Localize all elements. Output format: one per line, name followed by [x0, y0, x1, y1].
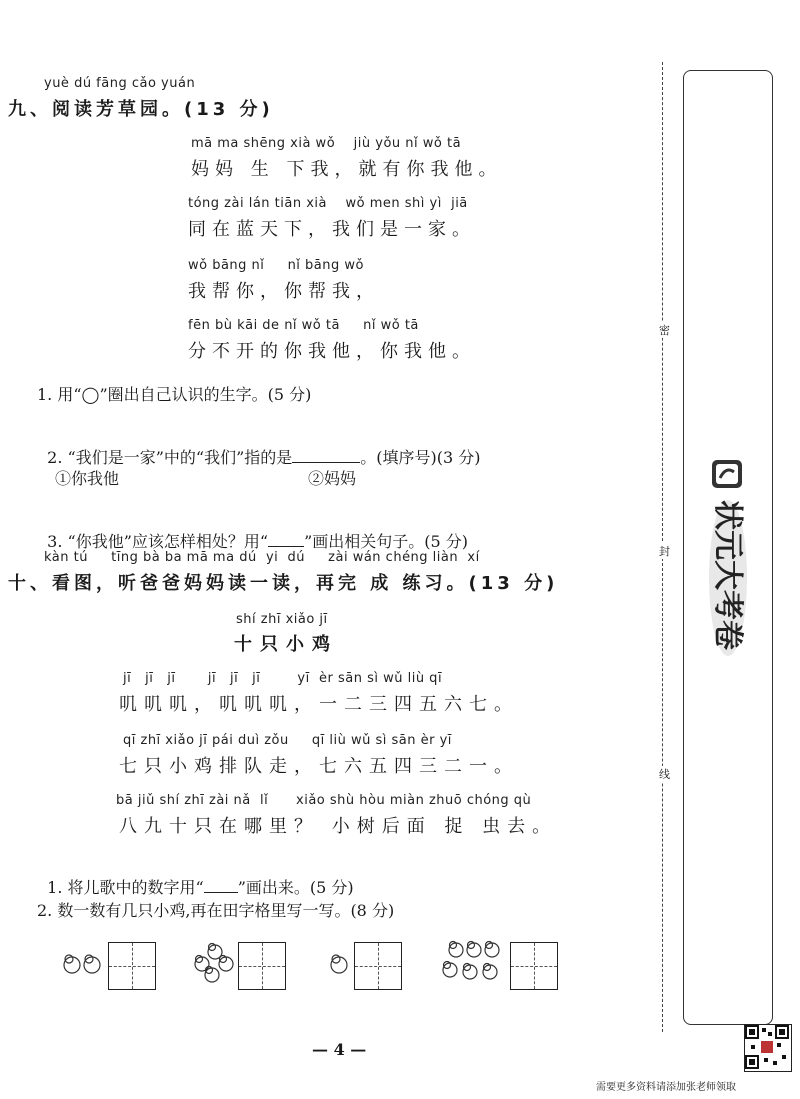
question2-text-after: 。(填序号)(3 分) — [360, 448, 481, 467]
section9-question2 — [37, 426, 481, 468]
brand-text — [710, 500, 745, 650]
chick-group-6 — [438, 938, 508, 990]
page-number: — 4 — — [312, 1040, 367, 1059]
tianzige-grid-4[interactable] — [510, 942, 558, 990]
s10-question1-text-after: ”画出来。(5 分) — [237, 878, 354, 897]
s10-question1-text-before: 1. 将儿歌中的数字用“ — [47, 878, 204, 897]
tianzige-grid-3[interactable] — [354, 942, 402, 990]
section9-title-pinyin: yuè dú fāng cǎo yuán — [44, 76, 196, 91]
poem1-line3-pinyin: wǒ bāng nǐ nǐ bāng wǒ — [188, 258, 364, 273]
poem1-line4-pinyin: fēn bù kāi de nǐ wǒ tā nǐ wǒ tā — [188, 318, 419, 333]
poem1-line3: 我帮你，你帮我， — [188, 281, 380, 302]
seal-mark-mi: 密 — [659, 324, 670, 337]
poem2-line1-pinyin: jī jī jī jī jī jī yī èr sān sì wǔ liù qī — [123, 671, 443, 686]
chick-group-1 — [326, 948, 352, 982]
chick-group-4 — [190, 940, 240, 988]
svg-text:状元大考卷: 状元大考卷 — [710, 500, 745, 650]
poem1-line2: 同在蓝天下，我们是一家。 — [188, 219, 476, 240]
tianzige-grid-2[interactable] — [238, 942, 286, 990]
seal-mark-feng: 封 — [659, 545, 670, 558]
brand-logo-icon — [706, 458, 750, 658]
footer-note: 需要更多资料请添加张老师领取 — [596, 1082, 736, 1093]
qr-code-icon — [744, 1024, 792, 1072]
chick-icon — [190, 940, 240, 984]
poem1-line1-pinyin: mā ma shēng xià wǒ jiù yǒu nǐ wǒ tā — [191, 136, 462, 151]
poem2-line3-pinyin: bā jiǔ shí zhī zài nǎ lǐ xiǎo shù hòu miàn zhuō chóng qù — [116, 793, 532, 808]
section10-title: 十、看图，听爸爸妈妈读一读，再完 成 练习。(13 分) — [8, 573, 559, 594]
chick-icon — [438, 938, 508, 986]
chick-group-2 — [60, 948, 108, 982]
section9-title: 九、阅读芳草园。(13 分) — [8, 99, 274, 120]
answer-blank[interactable] — [292, 448, 360, 463]
question2-text-before: 2. “我们是一家”中的“我们”指的是 — [47, 448, 293, 467]
section9-question1: 1. 用“◯”圈出自己认识的生字。(5 分) — [37, 385, 312, 404]
poem1-line1: 妈妈 生 下我，就有你我他。 — [191, 159, 503, 180]
section10-question2: 2. 数一数有几只小鸡,再在田字格里写一写。(8 分) — [37, 901, 395, 920]
poem2-line2: 七只小鸡排队走，七六五四三二一。 — [119, 756, 519, 777]
chick-icon — [60, 948, 108, 978]
option-1: ①你我他 — [55, 469, 120, 488]
tianzige-grid-1[interactable] — [108, 942, 156, 990]
brand-logo — [706, 458, 750, 658]
section10-title-pinyin: kàn tú tīng bà ba mā ma dú yi dú zài wán chéng liàn xí — [44, 550, 480, 565]
poem1-line2-pinyin: tóng zài lán tiān xià wǒ men shì yì jiā — [188, 196, 468, 211]
question3-text-after: ”画出相关句子。(5 分) — [304, 532, 469, 551]
option-2: ②妈妈 — [308, 469, 357, 488]
chick-icon — [326, 948, 352, 978]
question3-text-before: 3. “你我他”应该怎样相处？用“ — [47, 532, 269, 551]
section10-question1 — [37, 856, 354, 898]
seal-mark-xian: 线 — [659, 768, 670, 781]
poem2-line2-pinyin: qī zhī xiǎo jī pái duì zǒu qī liù wǔ sì sān èr yī — [123, 733, 452, 748]
poem2-title: 十只小鸡 — [234, 634, 338, 655]
poem1-line4: 分不开的你我他，你我他。 — [188, 341, 476, 362]
underline-mark — [268, 532, 304, 547]
underline-mark — [204, 878, 238, 893]
poem2-line1: 叽叽叽，叽叽叽，一二三四五六七。 — [119, 694, 519, 715]
section9-question3 — [37, 510, 468, 552]
poem2-title-pinyin: shí zhī xiǎo jī — [236, 612, 328, 627]
poem2-line3: 八九十只在哪里？ 小树后面 捉 虫去。 — [119, 816, 558, 837]
